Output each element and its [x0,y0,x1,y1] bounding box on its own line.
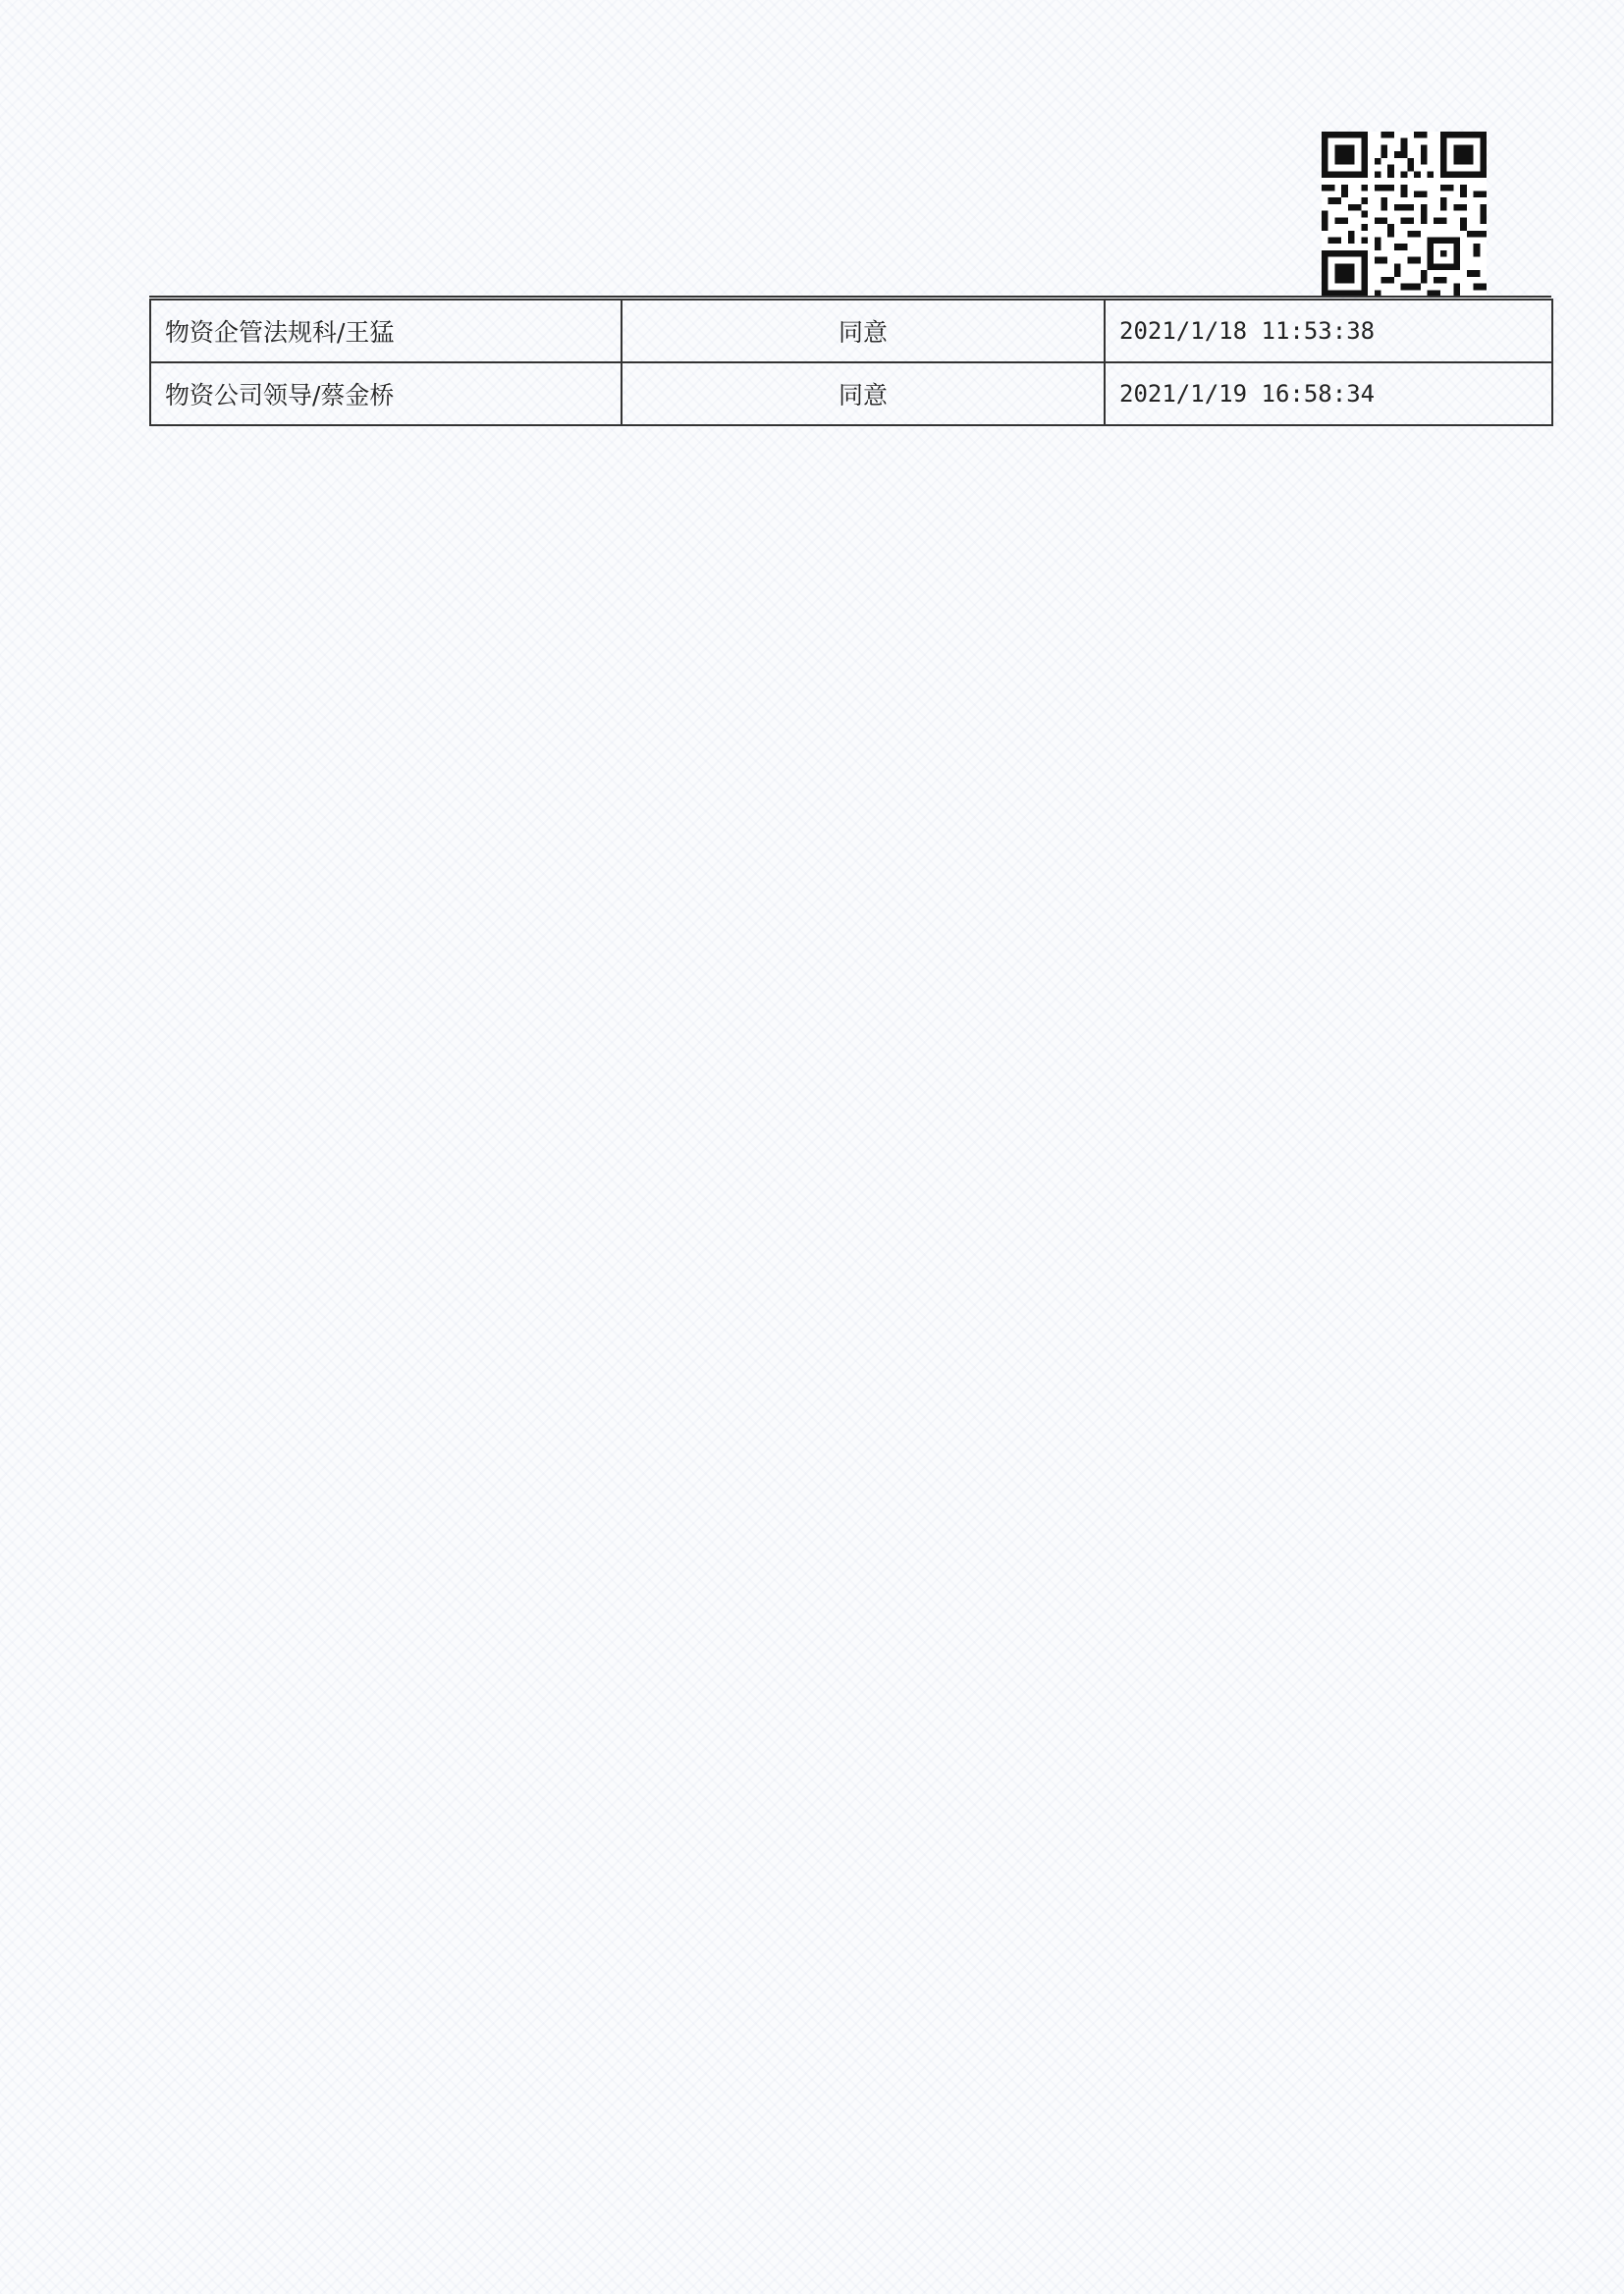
approver-cell: 物资企管法规科/王猛 [150,300,622,362]
timestamp-cell: 2021/1/18 11:53:38 [1105,300,1552,362]
approval-table [149,299,1553,426]
table-row [150,300,1552,362]
table-top-rule [149,296,1551,298]
table-row [150,362,1552,425]
opinion-cell: 同意 [622,300,1105,362]
timestamp-cell: 2021/1/19 16:58:34 [1105,362,1552,425]
qr-code-graphic [1322,132,1487,297]
approver-cell: 物资公司领导/蔡金桥 [150,362,622,425]
opinion-cell: 同意 [622,362,1105,425]
qr-code-icon [1322,132,1487,297]
